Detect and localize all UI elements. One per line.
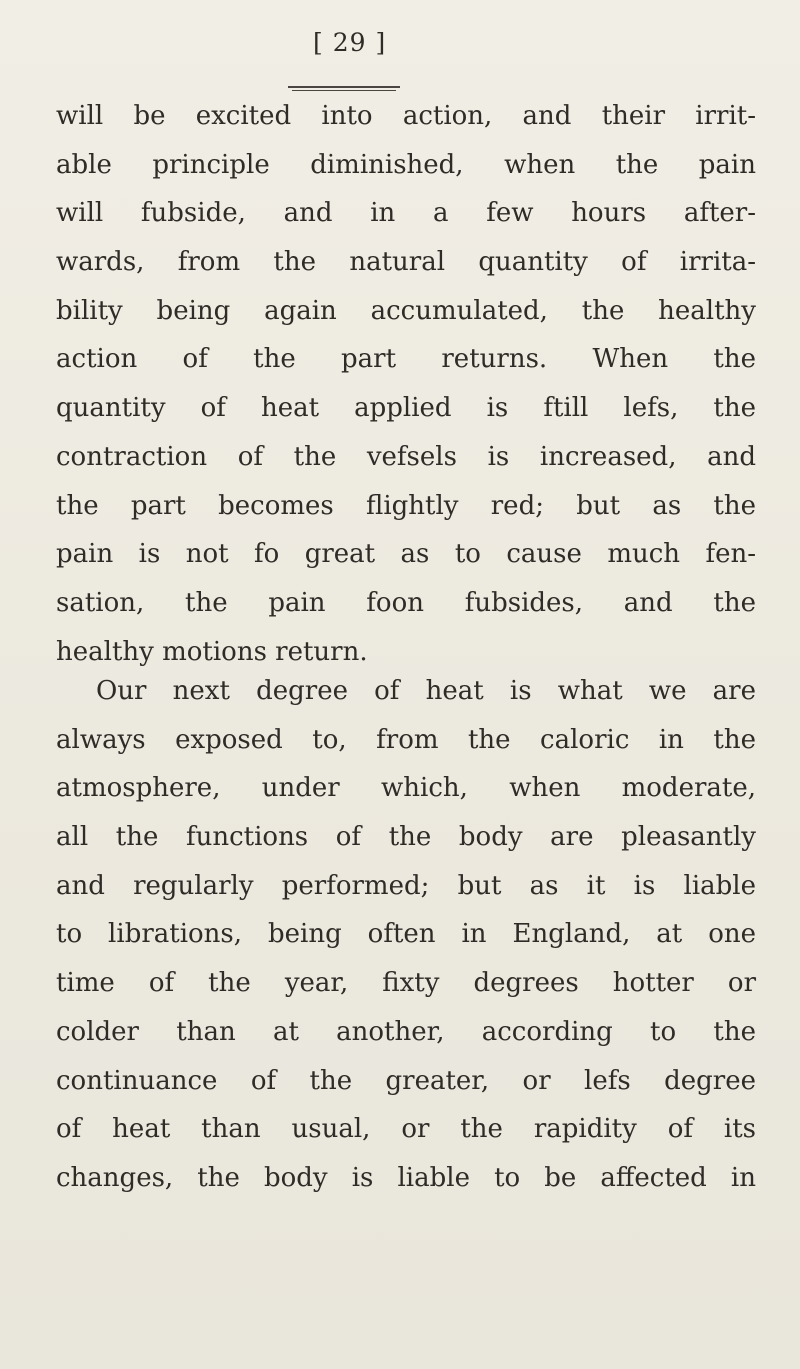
- text-line: changes, the body is liable to be affected in: [56, 1162, 756, 1193]
- text-line: pain is not fo great as to cause much fen-: [56, 539, 756, 570]
- text-line: able principle diminished, when the pain: [56, 149, 756, 180]
- text-line: will be excited into action, and their irrit-: [56, 101, 756, 131]
- paragraph-2: [56, 667, 756, 1203]
- text-line: sation, the pain foon fubsides, and the: [56, 587, 756, 618]
- text-line: of heat than usual, or the rapidity of its: [56, 1114, 756, 1145]
- text-line: continuance of the greater, or lefs degree: [56, 1065, 756, 1096]
- text-line: and regularly performed; but as it is liable: [56, 870, 756, 901]
- text-line: time of the year, fixty degrees hotter or: [56, 968, 756, 999]
- paragraph-1: [56, 92, 756, 676]
- text-line: colder than at another, according to the: [56, 1016, 756, 1047]
- text-line: contraction of the vefsels is increased, and: [56, 441, 756, 472]
- text-line: the part becomes flightly red; but as the: [56, 490, 756, 521]
- text-line: wards, from the natural quantity of irrita-: [56, 247, 756, 278]
- text-line: Our next degree of heat is what we are: [96, 676, 756, 706]
- page-number: [ 29 ]: [313, 28, 387, 57]
- text-line: all the functions of the body are pleasantly: [56, 822, 756, 853]
- text-line: atmosphere, under which, when moderate,: [56, 773, 756, 804]
- text-line: will fubside, and in a few hours after-: [56, 198, 756, 229]
- text-line: quantity of heat applied is ftill lefs, the: [56, 393, 756, 424]
- text-line: always exposed to, from the caloric in the: [56, 724, 756, 755]
- text-line: bility being again accumulated, the healthy: [56, 295, 756, 326]
- text-line: action of the part returns. When the: [56, 344, 756, 375]
- text-line: to librations, being often in England, at one: [56, 919, 756, 950]
- text-line: healthy motions return.: [56, 636, 368, 667]
